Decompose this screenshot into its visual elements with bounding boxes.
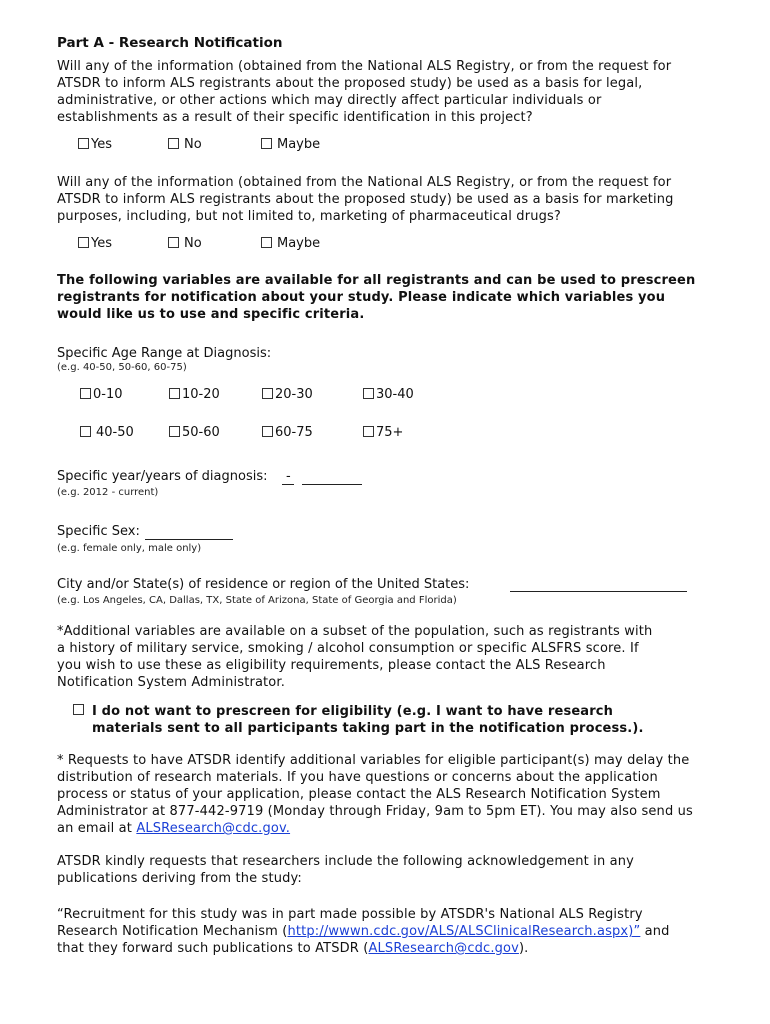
- year-start-field[interactable]: [282, 484, 294, 485]
- checkbox[interactable]: [169, 388, 180, 399]
- acknowledgement-intro: ATSDR kindly requests that researchers include the following acknowledgement in any publications deriving from the study:: [57, 854, 634, 886]
- age-option-50-60[interactable]: 50-60: [169, 425, 220, 440]
- age-option-60-75[interactable]: 60-75: [262, 425, 313, 440]
- acknowledgement-quote: “Recruitment for this study was in part made possible by ATSDR's National ALS Registry Research Notification Mechanism (http://wwwn.cdc.gov/ALS/ALSClinicalResearch.aspx)” and that they forward such publications to ATSDR (ALSResearch@cdc.gov).: [57, 907, 670, 956]
- checkbox[interactable]: [80, 388, 91, 399]
- age-option-0-10[interactable]: 0-10: [80, 387, 123, 402]
- acknowledgement-email-link[interactable]: ALSResearch@cdc.gov: [368, 941, 519, 956]
- checkbox[interactable]: [261, 237, 272, 248]
- age-option-40-50[interactable]: 40-50: [80, 425, 134, 440]
- age-option-10-20[interactable]: 10-20: [169, 387, 220, 402]
- checkbox[interactable]: [78, 237, 89, 248]
- checkbox[interactable]: [261, 138, 272, 149]
- checkbox[interactable]: [168, 237, 179, 248]
- additional-variables-note: *Additional variables are available on a subset of the population, such as registrants with a history of military service, smoking / alcohol consumption or specific ALSFRS score. If you wish to use these as eligibility requirements, please contact the ALS Research Notification System Administrator.: [57, 624, 653, 690]
- city-state-example: (e.g. Los Angeles, CA, Dallas, TX, State of Arizona, State of Georgia and Florida): [57, 595, 457, 606]
- email-link[interactable]: ALSResearch@cdc.gov.: [136, 821, 291, 836]
- year-diagnosis-example: (e.g. 2012 - current): [57, 487, 159, 498]
- q2-option-no[interactable]: No: [168, 236, 202, 251]
- no-prescreen-line1: I do not want to prescreen for eligibility (e.g. I want to have research: [92, 704, 614, 719]
- variables-intro: The following variables are available for all registrants and can be used to prescreen registrants for notification about your study. Please indicate which variables you would like us to use and specific criteria.: [57, 273, 696, 322]
- year-end-field[interactable]: [302, 484, 362, 485]
- part-a-heading: Part A - Research Notification: [57, 35, 283, 51]
- city-state-label: City and/or State(s) of residence or region of the United States:: [57, 577, 470, 592]
- checkbox[interactable]: [168, 138, 179, 149]
- age-option-20-30[interactable]: 20-30: [262, 387, 313, 402]
- requests-note: * Requests to have ATSDR identify additional variables for eligible participant(s) may delay the distribution of research materials. If you have questions or concerns about the application process or status of your application, please contact the ALS Research Notification System Administrator at 877-442-9719 (Monday through Friday, 9am to 5pm ET). You may also send us an email at ALSResearch@cdc.gov.: [57, 753, 693, 836]
- checkbox[interactable]: [363, 388, 374, 399]
- checkbox[interactable]: [262, 426, 273, 437]
- year-diagnosis-label: Specific year/years of diagnosis:: [57, 469, 268, 484]
- q2-option-maybe[interactable]: Maybe: [261, 236, 320, 251]
- checkbox[interactable]: [262, 388, 273, 399]
- question-legal-use: Will any of the information (obtained from the National ALS Registry, or from the request for ATSDR to inform ALS registrants about the proposed study) be used as a basis for legal, administrative, or other actions which may directly affect particular individuals or establishments as a result of their specific identification in this project?: [57, 59, 672, 125]
- q1-option-no[interactable]: No: [168, 137, 202, 152]
- sex-example: (e.g. female only, male only): [57, 543, 202, 554]
- no-prescreen-line2: materials sent to all participants taking part in the notification process.).: [92, 721, 644, 736]
- q1-option-maybe[interactable]: Maybe: [261, 137, 320, 152]
- checkbox[interactable]: [363, 426, 374, 437]
- checkbox[interactable]: [169, 426, 180, 437]
- city-state-field[interactable]: [510, 591, 687, 592]
- no-prescreen-checkbox[interactable]: [73, 703, 86, 718]
- year-dash: -: [286, 469, 291, 484]
- q2-option-yes[interactable]: Yes: [78, 236, 112, 251]
- clinical-research-url-link[interactable]: http://wwwn.cdc.gov/ALS/ALSClinicalResearch.aspx)”: [287, 924, 641, 939]
- age-option-75-plus[interactable]: 75+: [363, 425, 403, 440]
- checkbox[interactable]: [78, 138, 89, 149]
- checkbox[interactable]: [73, 704, 84, 715]
- age-range-example: (e.g. 40-50, 50-60, 60-75): [57, 362, 187, 373]
- age-option-30-40[interactable]: 30-40: [363, 387, 414, 402]
- age-range-label: Specific Age Range at Diagnosis:: [57, 346, 272, 361]
- checkbox[interactable]: [80, 426, 91, 437]
- question-marketing-use: Will any of the information (obtained from the National ALS Registry, or from the request for ATSDR to inform ALS registrants about the proposed study) be used as a basis for marketing purposes, including, but not limited to, marketing of pharmaceutical drugs?: [57, 175, 674, 224]
- sex-field[interactable]: [145, 539, 233, 540]
- q1-option-yes[interactable]: Yes: [78, 137, 112, 152]
- sex-label: Specific Sex:: [57, 524, 140, 539]
